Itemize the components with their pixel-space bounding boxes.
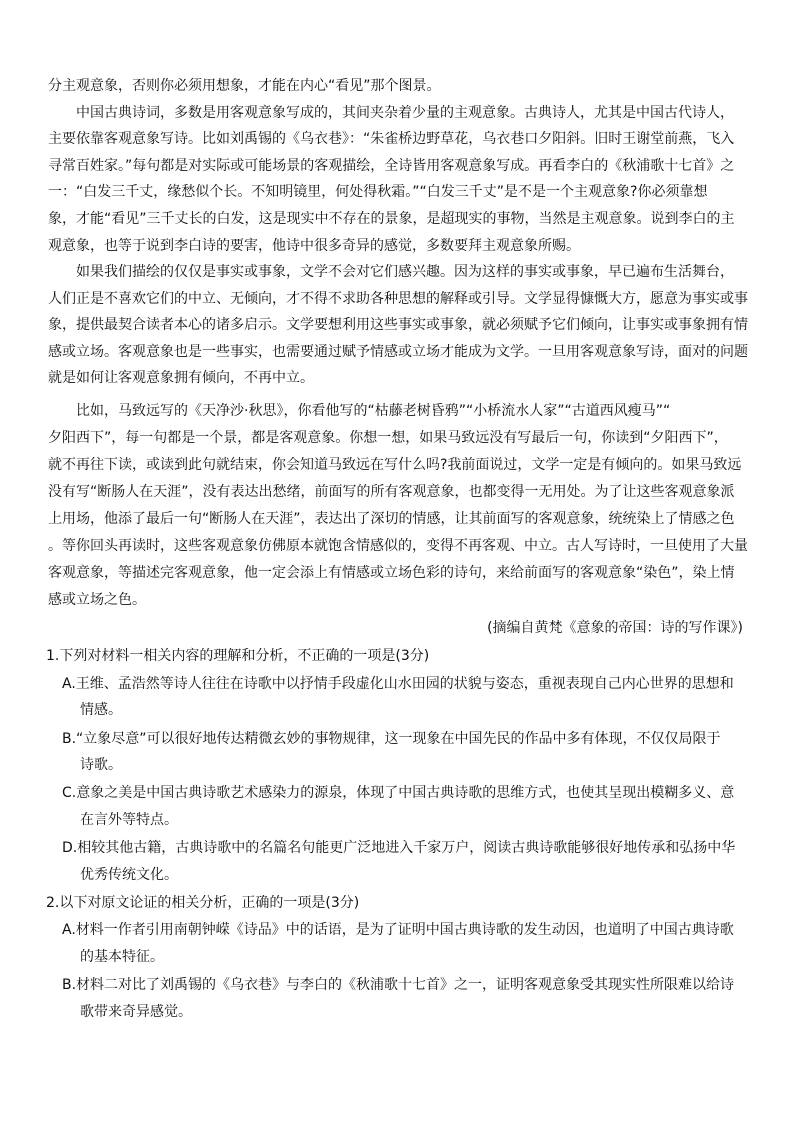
passage-line: 。等你回头再读时，这些客观意象仿佛原本就饱含情感似的，变得不再客观、中立。古人写诗时，一旦使用了大量 bbox=[48, 538, 748, 554]
question-1-option-a-cont: 情感。 bbox=[80, 702, 122, 718]
passage-line: 人们正是不喜欢它们的中立、无倾向，才不得不求助各种思想的解释或引导。文学显得慷慨大方，愿意为事实或事 bbox=[48, 291, 748, 307]
passage-line: 分主观意象，否则你必须用想象，才能在内心“看见”那个图景。 bbox=[48, 78, 441, 94]
passage-line: 没有写“断肠人在天涯”，没有表达出愁绪，前面写的所有客观意象，也都变得一无用处。为了让这些客观意象派 bbox=[48, 484, 735, 500]
question-1-option-c: C.意象之美是中国古典诗歌艺术感染力的源泉，体现了中国古典诗歌的思维方式，也使其呈现出模糊多义、意 bbox=[62, 785, 735, 801]
passage-line: 就不再往下读，或读到此句就结束，你会知道马致远在写什么吗?我前面说过，文学一定是有倾向的。如果马致远 bbox=[48, 457, 742, 473]
question-1-stem: 1.下列对材料一相关内容的理解和分析，不正确的一项是(3分) bbox=[46, 648, 430, 664]
question-1-option-d-cont: 优秀传统文化。 bbox=[80, 867, 178, 883]
question-2-stem: 2.以下对原文论证的相关分析，正确的一项是(3分) bbox=[46, 895, 360, 911]
passage-line: 感或立场之色。 bbox=[48, 592, 146, 608]
question-1-option-b: B.“立象尽意”可以很好地传达精微玄妙的事物规律，这一现象在中国先民的作品中多有体现，不仅仅局限于 bbox=[62, 731, 721, 747]
passage-line: 主要依靠客观意象写诗。比如刘禹锡的《乌衣巷》：“朱雀桥边野草花，乌衣巷口夕阳斜。旧时王谢堂前燕，飞入 bbox=[48, 131, 735, 147]
passage-line: 夕阳西下”，每一句都是一个景，都是客观意象。你想一想，如果马致远没有写最后一句，你读到“夕阳西下”， bbox=[48, 430, 728, 446]
passage-line: 象，提供最契合读者本心的诸多启示。文学要想利用这些事实或事象，就必须赋予它们倾向，让事实或事象拥有情 bbox=[48, 317, 748, 333]
passage-line: 客观意象，等描述完客观意象，他一定会添上有情感或立场色彩的诗句，来给前面写的客观意象“染色”，染上情 bbox=[48, 565, 735, 581]
passage-line: 象，才能“看见”三千丈长的白发，这是现实中不存在的景象，是超现实的事物，当然是主观意象。说到李白的主 bbox=[48, 211, 735, 227]
question-2-option-a: A.材料一作者引用南朝钟嵘《诗品》中的话语，是为了证明中国古典诗歌的发生动因，也道明了中国古典诗歌 bbox=[62, 922, 734, 938]
passage-line: 比如，马致远写的《天净沙·秋思》，你看他写的“枯藤老树昏鸦”“小桥流水人家”“古道西风瘦马”“ bbox=[76, 403, 671, 419]
passage-line: 中国古典诗词，多数是用客观意象写成的，其间夹杂着少量的主观意象。古典诗人，尤其是中国古代诗人， bbox=[76, 105, 734, 121]
question-2-option-b-cont: 歌带来奇异感觉。 bbox=[80, 1004, 192, 1020]
question-1-option-d: D.相较其他古籍，古典诗歌中的名篇名句能更广泛地进入千家万户，阅读古典诗歌能够很好地传承和弘扬中华 bbox=[62, 840, 736, 856]
question-2-option-b: B.材料二对比了刘禹锡的《乌衣巷》与李白的《秋浦歌十七首》之一，证明客观意象受其现实性所限难以给诗 bbox=[62, 977, 735, 993]
passage-line: 一：“白发三千丈，缘愁似个长。不知明镜里，何处得秋霜。”“白发三千丈”是不是一个主观意象?你必须靠想 bbox=[48, 184, 708, 200]
question-2-option-a-cont: 的基本特征。 bbox=[80, 949, 164, 965]
passage-line: 上用场，他添了最后一句“断肠人在天涯”，表达出了深切的情感，让其前面写的客观意象，统统染上了情感之色 bbox=[48, 511, 735, 527]
passage-line: 观意象，也等于说到李白诗的要害，他诗中很多奇异的感觉，多数要拜主观意象所赐。 bbox=[48, 238, 580, 254]
passage-line: 如果我们描绘的仅仅是事实或事象，文学不会对它们感兴趣。因为这样的事实或事象，早已遍布生活舞台， bbox=[76, 264, 734, 280]
passage-line: 寻常百姓家。”每句都是对实际或可能场景的客观描绘，全诗皆用客观意象写成。再看李白的《秋浦歌十七首》之 bbox=[48, 158, 735, 174]
question-1-option-c-cont: 在言外等特点。 bbox=[80, 812, 178, 828]
source-citation: (摘编自黄梵《意象的帝国：诗的写作课》) bbox=[487, 620, 743, 636]
passage-line: 就是如何让客观意象拥有倾向，不再中立。 bbox=[48, 370, 314, 386]
question-1-option-a: A.王维、孟浩然等诗人往往在诗歌中以抒情手段虚化山水田园的状貌与姿态，重视表现自己内心世界的思想和 bbox=[62, 676, 734, 692]
passage-line: 感或立场。客观意象也是一些事实，也需要通过赋予情感或立场才能成为文学。一旦用客观意象写诗，面对的问题 bbox=[48, 344, 748, 360]
question-1-option-b-cont: 诗歌。 bbox=[80, 757, 122, 773]
